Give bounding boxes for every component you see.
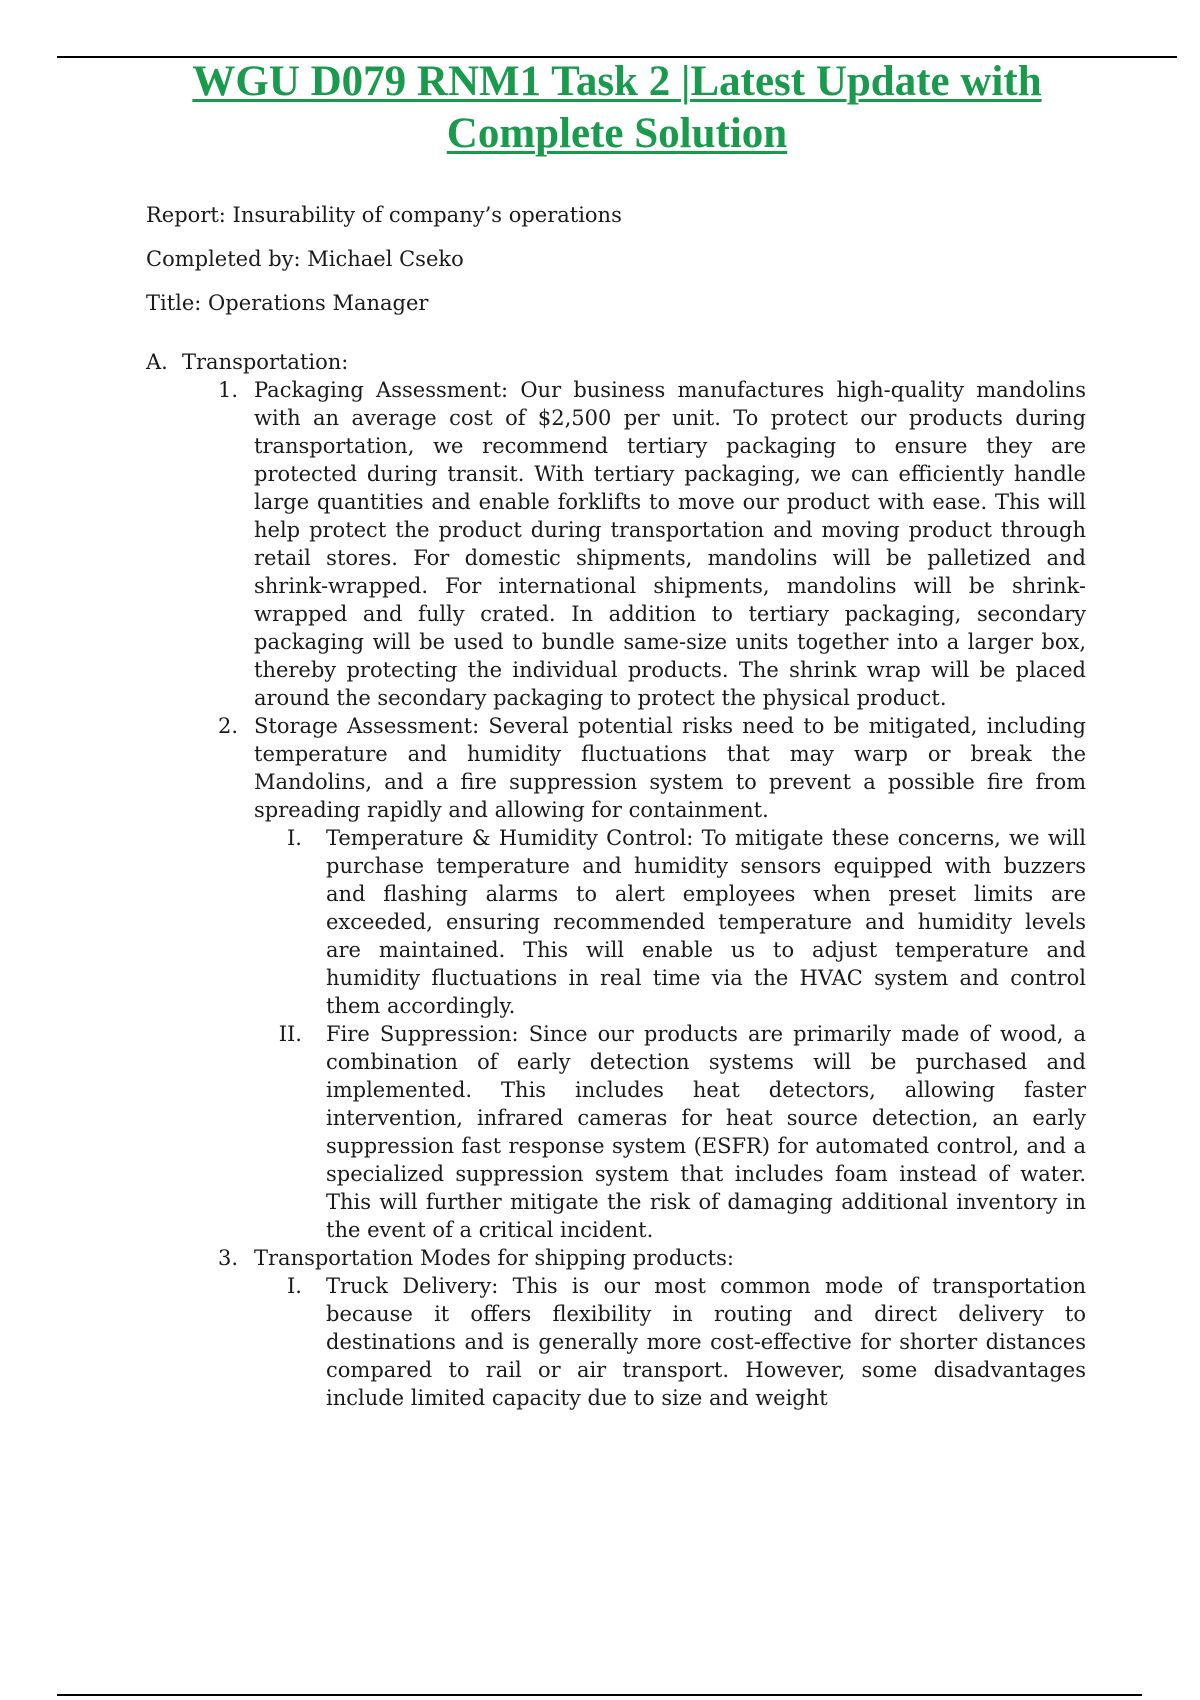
list-marker: 1.	[218, 378, 239, 402]
sublist-marker: II.	[278, 1022, 302, 1046]
title-line: Title: Operations Manager	[146, 291, 429, 315]
list-item-text: Transportation Modes for shipping products:	[254, 1246, 734, 1270]
list-item-text: Storage Assessment: Several potential risks need to be mitigated, including temperature and humidity fluctuations that may warp or break the Mandolins, and a fire suppression system to prevent a possible fire from spreading rapidly and allowing for containment.	[254, 714, 1086, 822]
sublist-item-truck-delivery	[146, 1272, 1086, 1412]
report-line: Report: Insurability of company’s operations	[146, 203, 622, 227]
sublist-item-fire-suppression	[146, 1020, 1086, 1244]
list-item-text: Packaging Assessment: Our business manufactures high-quality mandolins with an average cost of $2,500 per unit. To protect our products during transportation, we recommend tertiary packaging to ensure they are protected during transit. With tertiary packaging, we can efficiently handle large quantities and enable forklifts to move our product with ease. This will help protect the product during transportation and moving product through retail stores. For domestic shipments, mandolins will be palletized and shrink-wrapped. For international shipments, mandolins will be shrink-wrapped and fully crated. In addition to tertiary packaging, secondary packaging will be used to bundle same-size units together into a larger box, thereby protecting the individual products. The shrink wrap will be placed around the secondary packaging to protect the physical product.	[254, 378, 1086, 710]
document-title	[57, 56, 1177, 160]
sublist-marker: I.	[287, 1274, 302, 1298]
list-item-storage	[146, 712, 1086, 824]
section-a-marker: A.	[146, 350, 168, 374]
sublist-item-text: Temperature & Humidity Control: To mitigate these concerns, we will purchase temperature and humidity sensors equipped with buzzers and flashing alarms to alert employees when preset limits are exceeded, ensuring recommended temperature and humidity levels are maintained. This will enable us to adjust temperature and humidity fluctuations in real time via the HVAC system and control them accordingly.	[326, 826, 1086, 1018]
list-item-transport-modes	[146, 1244, 1086, 1272]
list-item-packaging	[146, 376, 1086, 712]
list-marker: 2.	[218, 714, 239, 738]
sublist-item-text: Truck Delivery: This is our most common mode of transportation because it offers flexibility in routing and direct delivery to destinations and is generally more cost-effective for shorter distances compared to rail or air transport. However, some disadvantages include limited capacity due to size and weight	[326, 1274, 1086, 1410]
bottom-rule	[57, 1694, 1142, 1696]
sublist-item-text: Fire Suppression: Since our products are primarily made of wood, a combination of early detection systems will be purchased and implemented. This includes heat detectors, allowing faster intervention, infrared cameras for heat source detection, an early suppression fast response system (ESFR) for automated control, and a specialized suppression system that includes foam instead of water. This will further mitigate the risk of damaging additional inventory in the event of a critical incident.	[326, 1022, 1086, 1242]
title-line-2: Complete Solution	[446, 110, 788, 157]
section-a-heading	[146, 348, 1086, 376]
sublist-marker: I.	[287, 826, 302, 850]
list-marker: 3.	[218, 1246, 239, 1270]
section-a-title: Transportation:	[182, 350, 349, 374]
title-line-1: WGU D079 RNM1 Task 2 |Latest Update with	[192, 58, 1042, 105]
completed-by-line: Completed by: Michael Cseko	[146, 247, 464, 271]
report-body	[146, 348, 1086, 1412]
sublist-item-temperature	[146, 824, 1086, 1020]
